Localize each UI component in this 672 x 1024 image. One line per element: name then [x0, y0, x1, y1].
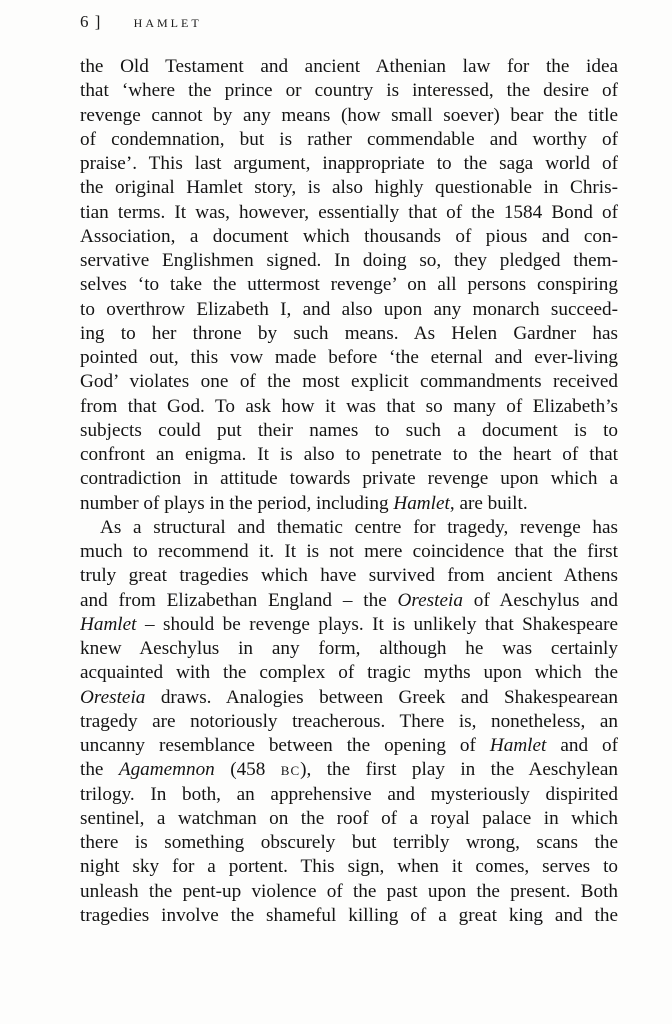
text-line: contradiction in attitude towards private revenge upon which a [80, 468, 618, 490]
running-title: HAMLET [133, 16, 202, 30]
text-run: (458 [214, 759, 281, 781]
italic-title: Oresteia [397, 589, 463, 611]
text-line: that ‘where the prince or country is interessed, the desire of [80, 80, 618, 102]
text-line: As a structural and thematic centre for tragedy, revenge has [100, 516, 618, 538]
text-run: the [80, 759, 119, 781]
text-line: night sky for a portent. This sign, when it comes, serves to [80, 856, 618, 878]
text-line: of condemnation, but is rather commendable and worthy of [80, 128, 618, 150]
text-line: pointed out, this vow made before ‘the eternal and ever-living [80, 347, 618, 368]
text-line: trilogy. In both, an apprehensive and mysteriously dispirited [80, 783, 618, 805]
text-run: draws. Analogies between Greek and Shakespearean [145, 686, 618, 708]
text-line: knew Aeschylus in any form, although he was certainly [80, 638, 618, 659]
italic-title: Agamemnon [118, 759, 215, 781]
era-abbreviation: BC [280, 763, 301, 779]
text-line: from that God. To ask how it was that so many of Elizabeth’s [80, 395, 618, 417]
italic-title: Hamlet [80, 613, 137, 635]
text-line: sentinel, a watchman on the roof of a royal palace in which [80, 807, 618, 829]
text-line: God’ violates one of the most explicit commandments received [80, 371, 618, 393]
text-line: much to recommend it. It is not mere coincidence that the first [80, 541, 618, 562]
text-line: revenge cannot by any means (how small soever) bear the title [80, 104, 618, 126]
text-run: ), the first play in the Aeschylean [300, 759, 618, 781]
text-line [80, 589, 618, 613]
text-run: uncanny resemblance between the opening of [80, 735, 490, 756]
text-line: acquainted with the complex of tragic myths upon which the [80, 662, 618, 684]
text-line: to overthrow Elizabeth I, and also upon any monarch succeed- [80, 298, 618, 320]
text-run: and of [546, 735, 618, 756]
text-line: ing to her throne by such means. As Helen Gardner has [80, 322, 618, 344]
text-run: – should be revenge plays. It is unlikely that Shakespeare [136, 613, 618, 635]
body-text [80, 55, 618, 928]
text-line [80, 734, 618, 758]
text-line: there is something obscurely but terribly wrong, scans the [80, 832, 618, 853]
text-run: number of plays in the period, including [80, 492, 394, 514]
italic-title: Hamlet [393, 492, 450, 514]
text-line: Association, a document which thousands of pious and con- [80, 225, 618, 247]
italic-title: Hamlet [489, 735, 547, 756]
text-line: tragedies involve the shameful killing of a great king and the [80, 904, 618, 926]
text-run: of Aeschylus and [462, 589, 618, 611]
text-line: unleash the pent-up violence of the past upon the present. Both [80, 880, 618, 902]
text-line [80, 758, 618, 782]
text-line: truly great tragedies which have survived from ancient Athens [80, 565, 618, 587]
text-line [80, 613, 618, 637]
text-line [80, 492, 618, 516]
text-line: servative Englishmen signed. In doing so, they pledged them- [80, 250, 618, 271]
italic-title: Oresteia [80, 686, 146, 708]
page-header [80, 12, 202, 32]
text-line: confront an enigma. It is also to penetrate to the heart of that [80, 444, 618, 465]
text-run: , are built. [449, 492, 528, 514]
text-line: subjects could put their names to such a document is to [80, 419, 618, 441]
text-line: tian terms. It was, however, essentially that of the 1584 Bond of [80, 201, 618, 223]
text-line [80, 686, 618, 710]
text-line: selves ‘to take the uttermost revenge’ on all persons conspiring [80, 274, 618, 296]
text-line: the original Hamlet story, is also highly questionable in Chris- [80, 177, 618, 199]
page-number: 6 ] [80, 12, 102, 31]
text-line: praise’. This last argument, inappropriate to the saga world of [80, 153, 618, 174]
text-line: the Old Testament and ancient Athenian law for the idea [80, 56, 618, 77]
text-line: tragedy are notoriously treacherous. There is, nonetheless, an [80, 710, 618, 732]
text-run: and from Elizabethan England – the [80, 589, 398, 611]
